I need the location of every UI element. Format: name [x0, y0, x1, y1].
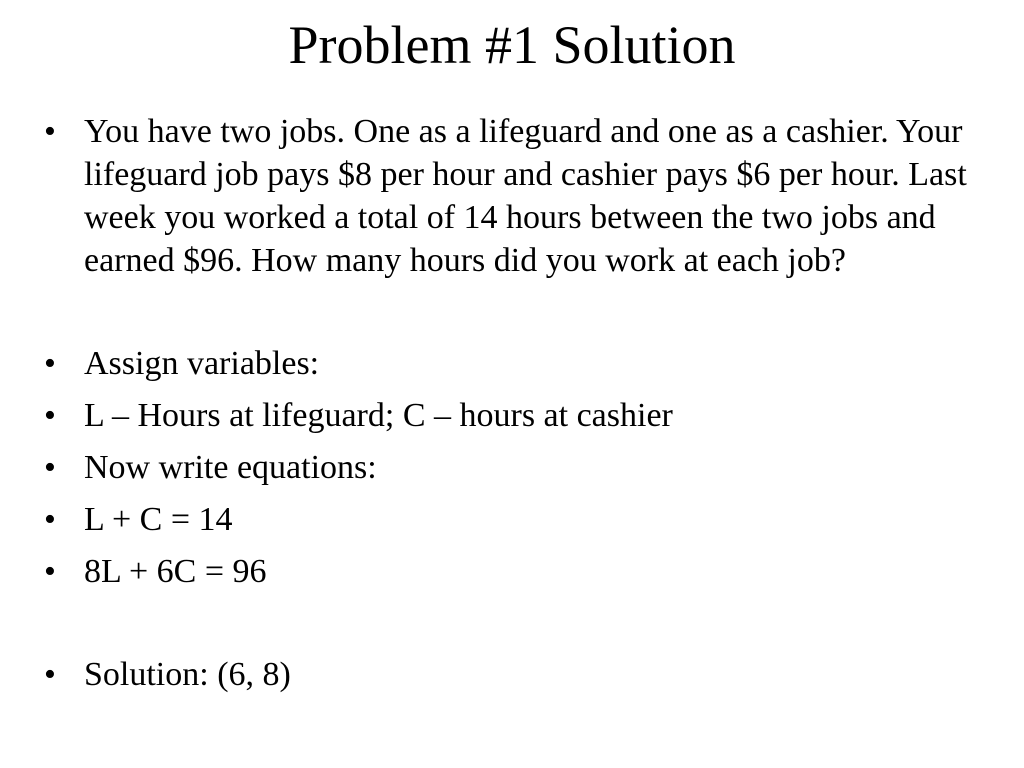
bullet-equation-2 [44, 550, 994, 593]
bullet-dot-icon: • [44, 397, 56, 434]
bullet-text: Now write equations: [84, 449, 377, 486]
bullet-variable-definitions [44, 394, 994, 437]
bullet-dot-icon: • [44, 113, 56, 150]
bullet-dot-icon: • [44, 449, 56, 486]
bullet-text: Solution: (6, 8) [84, 656, 291, 693]
bullet-dot-icon: • [44, 345, 56, 382]
bullet-assign-variables [44, 342, 994, 385]
bullet-problem-statement [44, 110, 994, 282]
bullet-solution [44, 653, 994, 696]
bullet-text: 8L + 6C = 96 [84, 553, 267, 590]
bullet-dot-icon: • [44, 656, 56, 693]
bullet-equation-1 [44, 498, 994, 541]
bullet-text: L – Hours at lifeguard; C – hours at cashier [84, 397, 673, 434]
slide-title: Problem #1 Solution [288, 15, 736, 75]
bullet-text: You have two jobs. One as a lifeguard and one as a cashier. Your lifeguard job pays $8 per hour and cashier pays $6 per hour. Last week you worked a total of 14 hours between the two jobs and earned $96. How many hours did you work at each job? [84, 113, 967, 279]
bullet-dot-icon: • [44, 553, 56, 590]
bullet-list [44, 110, 994, 705]
bullet-dot-icon: • [44, 501, 56, 538]
bullet-text: Assign variables: [84, 345, 320, 382]
bullet-text: L + C = 14 [84, 501, 233, 538]
bullet-write-equations [44, 446, 994, 489]
